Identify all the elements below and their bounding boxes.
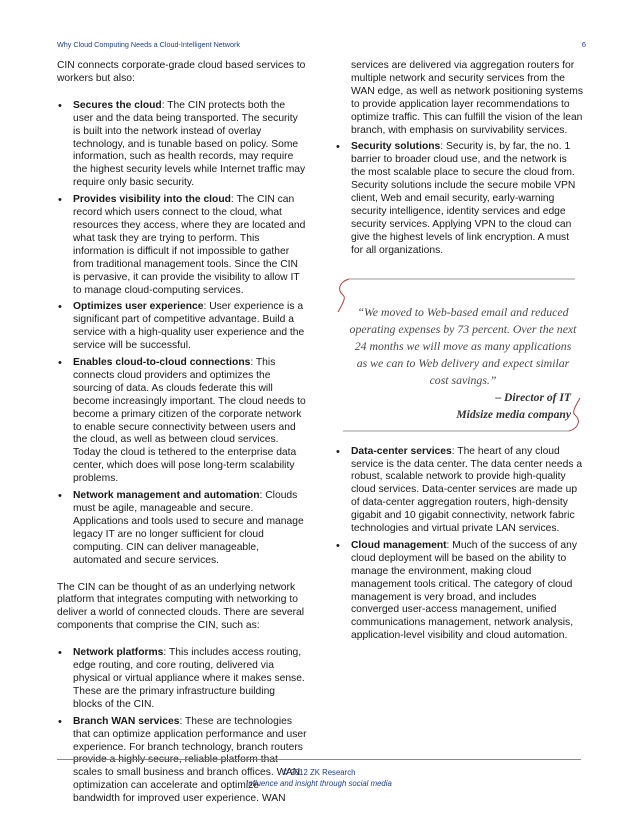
footer-tagline: Influence and insight through social media	[246, 779, 392, 788]
list-item: • Branch WAN services: These are technologies that can optimize application performance and user experience. For branch technology, branch routers scales to small business and branch offices. WAN optimization can accelerate and optimize bandwidth for improved user experience. WAN	[57, 716, 307, 806]
list-item: • Provides visibility into the cloud: The CIN can record which users connect to the cloud, what resources they access, where they are located and what task they are trying to perform. This information is difficult if not impossible to gather from traditional management tools. Since the CIN is pervasive, it can provide the visibility to allow IT to manage cloud-computing services.	[57, 194, 307, 297]
header-title: Why Cloud Computing Needs a Cloud-Intelligent Network	[57, 40, 240, 49]
page-number: 6	[581, 40, 586, 49]
list-item-continuation: services are delivered via aggregation routers for multiple network and security services from the WAN edge, as well as network positioning systems to provide application layer recommendations to optimize traffic. This can fulfill the vision of the lean branch, with emphasis on survivability services.	[351, 60, 583, 136]
attribution-role: – Director of IT	[495, 390, 571, 404]
intro-paragraph: CIN connects corporate-grade cloud based services to workers but also:	[57, 60, 306, 84]
benefits-list	[57, 100, 307, 568]
left-column	[57, 60, 307, 810]
continued-list	[335, 60, 583, 258]
footer-copyright: © 2012 ZK Research	[282, 768, 356, 777]
footer-divider	[57, 759, 581, 760]
list-item: • Enables cloud-to-cloud connections: This connects cloud providers and optimizes the sourcing of data. As clouds federate this will become increasingly important. The cloud needs to become a primary citizen of the corporate network to enable secure connectivity between users and the cloud, as well as between cloud services. Today the cloud is tethered to the enterprise data center, which does will pose long-term scalability problems.	[57, 357, 307, 486]
quote-attribution	[456, 389, 571, 423]
components-paragraph: The CIN can be thought of as an underlying network platform that integrates computing with networking to deliver a world of connected clouds. There are several components that comprise the CIN, such as:	[57, 581, 305, 632]
right-column	[335, 60, 583, 647]
list-item: • Optimizes user experience: User experience is a significant part of competitive advantage. Build a service with a high-quality user experience and the service will be successful.	[57, 301, 307, 353]
services-list	[335, 446, 583, 644]
pull-quote	[335, 276, 583, 438]
list-item: • Cloud management: Much of the success of any cloud deployment will be based on the ability to manage the environment, making cloud management tools critical. The category of cloud management is very broad, and includes converged user-access management, unified communications management, network analysis, application-level visibility and cloud automation.	[335, 540, 583, 643]
list-item: • Secures the cloud: The CIN protects both the user and the data being transported. The security is built into the network instead of overlay technology, and is tunable based on policy. Some information, such as health records, may require the highest security levels while Internet traffic may require only basic security.	[57, 100, 307, 190]
list-item: • Data-center services: The heart of any cloud service is the data center. The data center needs a robust, scalable network to provide high-quality cloud services. Data-center services are made up of data-center aggregation routers, high-density gigabit and 10 gigabit connectivity, network fabric technologies and virtual private LAN services.	[335, 446, 583, 536]
list-item: • Network management and automation: Clouds must be agile, manageable and secure. Applications and tools used to secure and manage legacy IT are no longer sufficient for cloud computing. CIN can deliver manageable, automated and secure services.	[57, 490, 307, 567]
list-item: • Security solutions: Security is, by far, the no. 1 barrier to broader cloud use, and the network is the most scalable place to secure the cloud from. Security solutions include the secure mobile VPN client, Web and email security, early-warning security intelligence, identity services and edge security services. Applying VPN to the cloud can give the highest levels of link encryption. A must for all organizations.	[335, 141, 583, 257]
quote-text: “We moved to Web-based email and reduced operating expenses by 73 percent. Over the next 24 months we will move as many applications as we can to Web delivery and expect similar cost savings.”	[349, 304, 577, 387]
list-item: • Network platforms: This includes access routing, edge routing, and core routing, delivered via physical or virtual appliance where it makes sense. These are the primary infrastructure building blocks of the CIN.	[57, 647, 307, 712]
attribution-org: Midsize media company	[456, 407, 571, 421]
